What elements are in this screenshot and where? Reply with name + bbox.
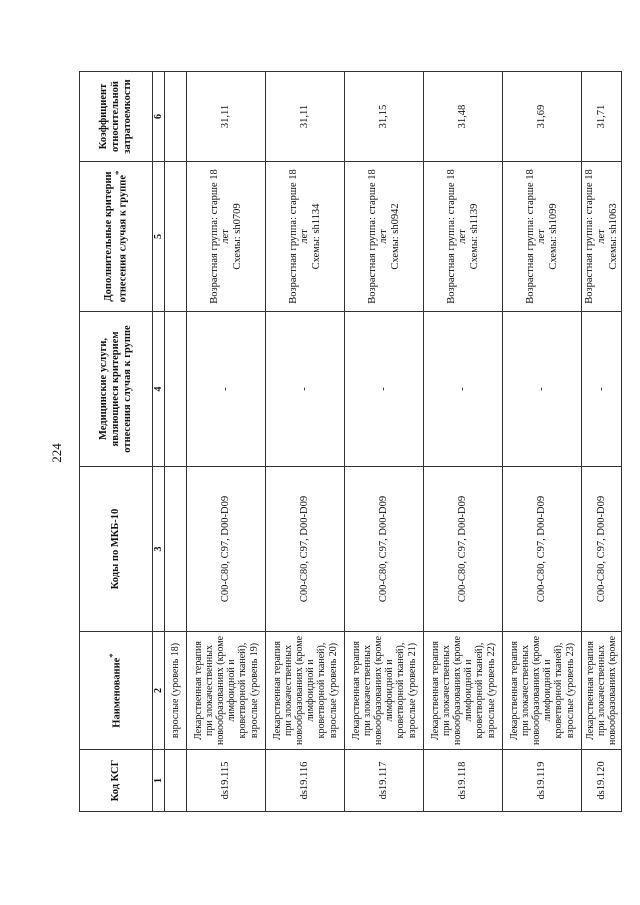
mkb-codes: C00-C80, C97, D00-D09 [187,467,266,632]
mkb-codes: C00-C80, C97, D00-D09 [582,467,622,632]
ksg-code: ds19.115 [187,750,266,812]
table-row [582,72,622,812]
header-mkb: Коды по МКБ-10 [80,467,153,632]
ksg-name: Лекарственная терапия при злокачественных новообразованиях (кроме лимфоидной и кроветворной тканей), взрослые (уровень 23) [503,632,582,750]
ksg-name: Лекарственная терапия при злокачественных новообразованиях (кроме [582,632,622,750]
services: - [582,312,622,467]
header-name: Наименование* [80,632,153,750]
mkb-codes: C00-C80, C97, D00-D09 [503,467,582,632]
ksg-name: Лекарственная терапия при злокачественных новообразованиях (кроме лимфоидной и кроветворной тканей), взрослые (уровень 21) [345,632,424,750]
mkb-codes: C00-C80, C97, D00-D09 [424,467,503,632]
header-coefficient: Коэффициент относительной затратоемкости [80,72,153,162]
ksg-code: ds19.118 [424,750,503,812]
col-number: 6 [153,72,165,162]
mkb-codes: C00-C80, C97, D00-D09 [345,467,424,632]
col-number: 4 [153,312,165,467]
criteria: Возрастная группа: старше 18 лет Схемы: sh0942 [345,162,424,312]
col-number: 5 [153,162,165,312]
table-row [187,72,266,812]
cell [165,467,187,632]
criteria: Возрастная группа: старше 18 лет Схемы: sh1139 [424,162,503,312]
coefficient: 31,15 [345,72,424,162]
coefficient: 31,48 [424,72,503,162]
services: - [503,312,582,467]
criteria: Возрастная группа: старше 18 лет Схемы: sh1063 [582,162,622,312]
coefficient: 31,71 [582,72,622,162]
coefficient: 31,69 [503,72,582,162]
ksg-code: ds19.120 [582,750,622,812]
ksg-code: ds19.116 [266,750,345,812]
coefficient: 31,11 [266,72,345,162]
continuation-row [165,72,187,812]
table-row [345,72,424,812]
col-number: 1 [153,750,165,812]
cell [165,312,187,467]
ksg-code: ds19.119 [503,750,582,812]
table-row [424,72,503,812]
ksg-code: ds19.117 [345,750,424,812]
header-criteria: Дополнительные критерии отнесения случая к группе* [80,162,153,312]
cell [165,72,187,162]
page-number: 224 [49,443,64,463]
header-services: Медицинские услуги, являющиеся критерием отнесения случая к группе [80,312,153,467]
criteria: Возрастная группа: старше 18 лет Схемы: sh0709 [187,162,266,312]
header-row [80,72,153,812]
rotated-table-container [79,72,619,812]
services: - [266,312,345,467]
table-row [503,72,582,812]
table-row [266,72,345,812]
ksg-name: Лекарственная терапия при злокачественных новообразованиях (кроме лимфоидной и кроветворной тканей), взрослые (уровень 20) [266,632,345,750]
cell [165,162,187,312]
ksg-name: Лекарственная терапия при злокачественных новообразованиях (кроме лимфоидной и кроветворной тканей), взрослые (уровень 22) [424,632,503,750]
criteria: Возрастная группа: старше 18 лет Схемы: sh1134 [266,162,345,312]
services: - [187,312,266,467]
col-number: 2 [153,632,165,750]
ksg-table [79,71,622,812]
ksg-name: Лекарственная терапия при злокачественных новообразованиях (кроме лимфоидной и кроветворной тканей), взрослые (уровень 19) [187,632,266,750]
services: - [345,312,424,467]
column-number-row [153,72,165,812]
col-number: 3 [153,467,165,632]
continuation-text: взрослые (уровень 18) [165,632,187,750]
header-code: Код КСГ [80,750,153,812]
mkb-codes: C00-C80, C97, D00-D09 [266,467,345,632]
services: - [424,312,503,467]
cell [165,750,187,812]
coefficient: 31,11 [187,72,266,162]
criteria: Возрастная группа: старше 18 лет Схемы: sh1099 [503,162,582,312]
